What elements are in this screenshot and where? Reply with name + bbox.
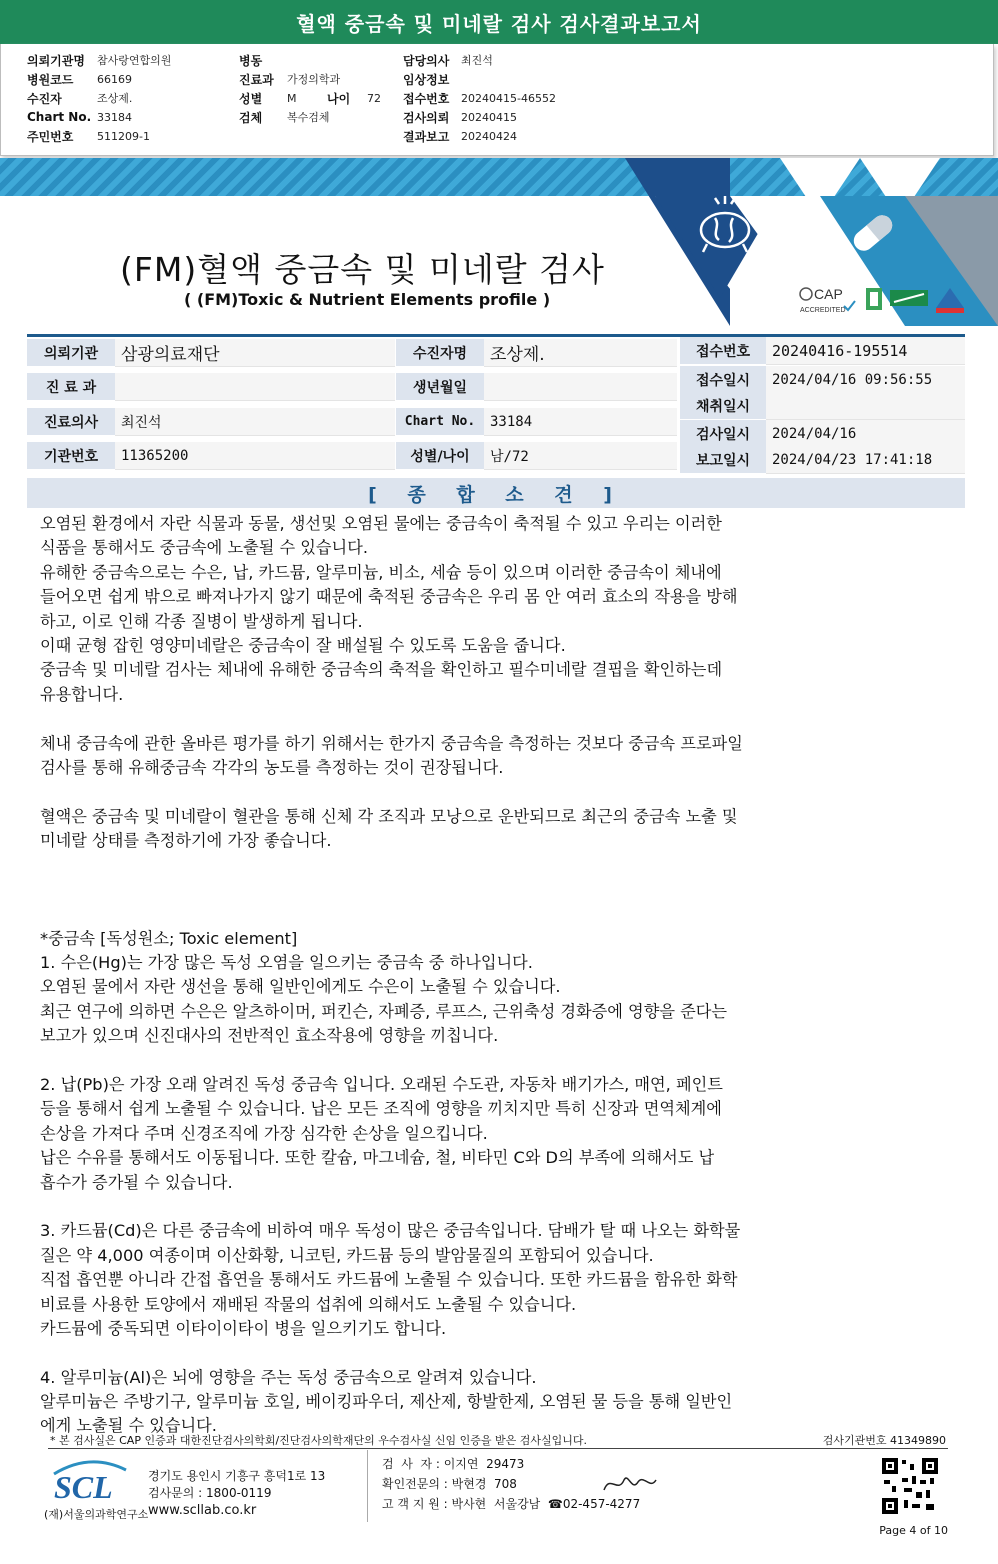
label-patient-name: 수진자명 <box>396 339 484 367</box>
top-info-key: 의뢰기관명 <box>27 53 85 68</box>
label-accession-no: 접수번호 <box>680 337 766 365</box>
svg-text:SCL: SCL <box>54 1469 113 1504</box>
svg-text:ACCREDITED: ACCREDITED <box>800 307 846 314</box>
body-line: 중금속 및 미네랄 검사는 체내에 유해한 중금속의 축적을 확인하고 필수미네랄 결핍을 확인하는데 <box>40 660 723 680</box>
body-line: 체내 중금속에 관한 올바른 평가를 하기 위해서는 한가지 중금속을 측정하는 것보다 중금속 프로파일 <box>40 733 743 753</box>
body-line: 3. 카드뮴(Cd)은 다른 중금속에 비하여 매우 독성이 많은 중금속입니다. 담배가 탈 때 나오는 화학물 <box>40 1221 741 1241</box>
staff-line: 고 객 지 원 : 박사현 서울강남 ☎02-457-4277 <box>382 1497 641 1511</box>
lab-address: 경기도 용인시 기흥구 흥덕1로 13 <box>148 1469 326 1483</box>
value-sex-age: 남/72 <box>484 442 677 470</box>
body-line <box>40 1049 940 1073</box>
label-chart-no: Chart No. <box>396 408 484 436</box>
top-info-row <box>403 108 517 126</box>
test-banner <box>0 158 998 326</box>
top-info-row <box>27 51 171 69</box>
body-line <box>40 878 940 902</box>
body-line: 비료를 사용한 토양에서 재배된 작물의 섭취에 의해서도 노출될 수 있습니다. <box>40 1294 577 1314</box>
top-info-value: M <box>287 91 297 105</box>
label-requesting-org: 의뢰기관 <box>27 339 115 367</box>
value-institution-no: 11365200 <box>115 442 395 470</box>
top-info-row <box>239 70 340 88</box>
top-info-value: 20240415 <box>461 110 517 124</box>
top-info-value: 20240415-46552 <box>461 91 556 105</box>
body-line: 1. 수은(Hg)는 가장 많은 독성 오염을 일으키는 중금속 중 하나입니다. <box>40 953 533 973</box>
top-info-value: 511209-1 <box>97 129 150 143</box>
top-info-row <box>239 108 330 126</box>
top-info-key: 검사의뢰 <box>403 110 450 125</box>
top-info-row <box>27 108 132 126</box>
body-line: 혈액은 중금속 및 미네랄이 혈관을 통해 신체 각 조직과 모낭으로 운반되므로 최근의 중금속 노출 및 <box>40 806 738 826</box>
value-birthdate <box>484 373 677 401</box>
top-info-key: 수진자 <box>27 91 62 106</box>
doctor-signature <box>600 1470 660 1500</box>
scl-caption: (재)서울의과학연구소 <box>44 1508 149 1521</box>
body-line: 납은 수유를 통해서도 이동됩니다. 또한 칼슘, 마그네슘, 철, 비타민 C와 D의 부족에 의해서도 납 <box>40 1148 715 1168</box>
institution-number: 검사기관번호 41349890 <box>822 1434 946 1447</box>
value-chart-no: 33184 <box>484 408 677 436</box>
patient-info-table <box>27 334 965 474</box>
top-info-row <box>27 127 150 145</box>
qr-code <box>882 1458 938 1514</box>
lab-address-block <box>148 1468 325 1519</box>
top-info-row <box>27 70 132 88</box>
age-field <box>327 89 381 107</box>
body-line: 알루미늄은 주방기구, 알루미늄 호일, 베이킹파우더, 제산제, 항발한제, 오염된 물 등을 통해 일반인 <box>40 1392 733 1412</box>
value-department <box>115 373 395 401</box>
top-info-key: 담당의사 <box>403 53 450 68</box>
value-doctor: 최진석 <box>115 408 395 436</box>
body-line: *중금속 [독성원소; Toxic element] <box>40 928 298 948</box>
label-birthdate: 생년월일 <box>396 373 484 401</box>
top-info-key: 진료과 <box>239 72 274 87</box>
accreditation-note: * 본 검사실은 CAP 인증과 대한진단검사의학회/진단검사의학재단의 우수검사실 신임 인증을 받은 검사실입니다. <box>50 1434 588 1447</box>
summary-heading: [ 종 합 소 견 ] <box>27 478 965 508</box>
body-line: 오염된 환경에서 자란 식물과 동물, 생선및 오염된 물에는 중금속이 축적될 수 있고 우리는 이러한 <box>40 514 722 533</box>
value-test-date: 2024/04/16 <box>766 420 965 448</box>
body-line <box>40 902 940 926</box>
report-header-title: 혈액 중금속 및 미네랄 검사 검사결과보고서 <box>0 0 998 44</box>
body-line: 카드뮴에 중독되면 이타이이타이 병을 일으키기도 합니다. <box>40 1318 447 1338</box>
label-department: 진 료 과 <box>27 373 115 401</box>
top-info-value: 조상제. <box>97 92 133 105</box>
staff-line: 검 사 자 : 이지연 29473 <box>382 1457 525 1471</box>
top-info-panel <box>0 44 994 156</box>
label-report-time: 보고일시 <box>680 446 766 474</box>
top-info-key: 주민번호 <box>27 129 74 144</box>
top-info-key: 결과보고 <box>403 129 450 144</box>
scl-logo <box>50 1458 130 1504</box>
body-line: 최근 연구에 의하면 수은은 알츠하이머, 퍼킨슨, 자폐증, 루프스, 근위축성 경화증에 영향을 준다는 <box>40 1001 728 1021</box>
body-line <box>40 853 940 877</box>
top-info-key: 검체 <box>239 110 263 125</box>
top-info-row <box>27 89 132 107</box>
lab-website[interactable]: www.scllab.co.kr <box>148 1503 257 1518</box>
age-value: 72 <box>367 91 381 105</box>
body-line: 들어오면 쉽게 밖으로 빠져나가지 않기 때문에 축적된 중금속은 우리 몸 안 여러 효소의 작용을 방해 <box>40 587 738 607</box>
top-info-key: 병동 <box>239 53 263 68</box>
value-requesting-org: 삼광의료재단 <box>115 339 395 367</box>
top-info-key: 접수번호 <box>403 91 450 106</box>
top-info-value: 가정의학과 <box>287 73 341 86</box>
body-line: 미네랄 상태를 측정하기에 가장 좋습니다. <box>40 831 332 851</box>
top-info-key: Chart No. <box>27 110 92 124</box>
value-collected-time <box>766 392 965 420</box>
body-line: 질은 약 4,000 여종이며 이산화황, 니코틴, 카드뮴 등의 발암물질의 포함되어 있습니다. <box>40 1245 654 1265</box>
top-info-row <box>403 127 517 145</box>
body-line: 등을 통해서 쉽게 노출될 수 있습니다. 납은 모든 조직에 영향을 끼치지만 특히 신장과 면역체계에 <box>40 1099 722 1119</box>
label-institution-no: 기관번호 <box>27 442 115 470</box>
top-info-key: 임상정보 <box>403 72 450 87</box>
top-info-value: 최진석 <box>461 54 493 67</box>
value-report-time: 2024/04/23 17:41:18 <box>766 446 965 474</box>
banner-subtitle: ( (FM)Toxic & Nutrient Elements profile ) <box>184 290 551 309</box>
svg-text:CAP: CAP <box>814 286 843 302</box>
summary-body <box>40 512 940 1439</box>
top-info-value: 복수검체 <box>287 111 330 124</box>
top-info-key: 성별 <box>239 91 263 106</box>
top-info-value: 66169 <box>97 72 132 86</box>
body-line: 흡수가 증가될 수 있습니다. <box>40 1172 233 1192</box>
label-collected-time: 채취일시 <box>680 392 766 420</box>
value-received-time: 2024/04/16 09:56:55 <box>766 366 965 394</box>
label-test-date: 검사일시 <box>680 420 766 448</box>
top-info-row <box>239 51 287 69</box>
body-line <box>40 1341 940 1365</box>
lm-logo <box>866 288 882 310</box>
value-accession-no: 20240416-195514 <box>766 337 965 365</box>
label-sex-age: 성별/나이 <box>396 442 484 470</box>
top-info-value: 참사랑연합의원 <box>97 54 172 67</box>
label-doctor: 진료의사 <box>27 408 115 436</box>
body-line: 오염된 물에서 자란 생선을 통해 일반인에게도 수은이 노출될 수 있습니다. <box>40 977 561 997</box>
body-line <box>40 780 940 804</box>
body-line <box>40 1195 940 1219</box>
top-info-row <box>403 89 556 107</box>
body-line: 손상을 가져다 주며 신경조직에 가장 심각한 손상을 일으킵니다. <box>40 1123 488 1143</box>
body-line: 보고가 있으며 신진대사의 전반적인 효소작용에 영향을 끼칩니다. <box>40 1026 499 1046</box>
value-patient-name: 조상제. <box>484 339 677 367</box>
top-info-key: 병원코드 <box>27 72 74 87</box>
banner-title: (FM)혈액 중금속 및 미네랄 검사 <box>120 250 605 289</box>
top-info-value: 20240424 <box>461 129 517 143</box>
staff-line: 확인전문의 : 박현경 708 <box>382 1477 517 1491</box>
body-line: 4. 알루미늄(Al)은 뇌에 영향을 주는 독성 중금속으로 알려져 있습니다. <box>40 1367 537 1387</box>
body-line: 식품을 통해서도 중금속에 노출될 수 있습니다. <box>40 538 368 558</box>
lab-inquiry: 검사문의 : 1800-0119 <box>148 1486 272 1500</box>
body-line: 2. 납(Pb)은 가장 오래 알려진 독성 중금속 입니다. 오래된 수도관, 자동차 배기가스, 매연, 페인트 <box>40 1074 723 1094</box>
page-number: Page 4 of 10 <box>879 1524 948 1537</box>
body-line <box>40 707 940 731</box>
body-line: 이때 균형 잡힌 영양미네랄은 중금속이 잘 배설될 수 있도록 도움을 줍니다. <box>40 635 566 655</box>
age-label: 나이 <box>327 91 351 106</box>
top-info-row <box>403 70 461 88</box>
body-line: 유용합니다. <box>40 684 124 704</box>
body-line: 검사를 통해 유해중금속 각각의 농도를 측정하는 것이 권장됩니다. <box>40 757 504 777</box>
top-info-row <box>239 89 297 107</box>
top-info-row <box>403 51 493 69</box>
body-line: 하고, 이로 인해 각종 질병이 발생하게 됩니다. <box>40 611 363 631</box>
body-line: 에게 노출될 수 있습니다. <box>40 1416 217 1436</box>
body-line: 유해한 중금속으로는 수은, 납, 카드뮴, 알루미늄, 비소, 세슘 등이 있으며 이러한 중금속이 체내에 <box>40 562 722 582</box>
body-line: 직접 흡연뿐 아니라 간접 흡연을 통해서도 카드뮴에 노출될 수 있습니다. 또한 카드뮴을 함유한 화학 <box>40 1270 738 1290</box>
label-received-time: 접수일시 <box>680 366 766 394</box>
top-info-value: 33184 <box>97 110 132 124</box>
eqa-logo <box>890 290 928 306</box>
